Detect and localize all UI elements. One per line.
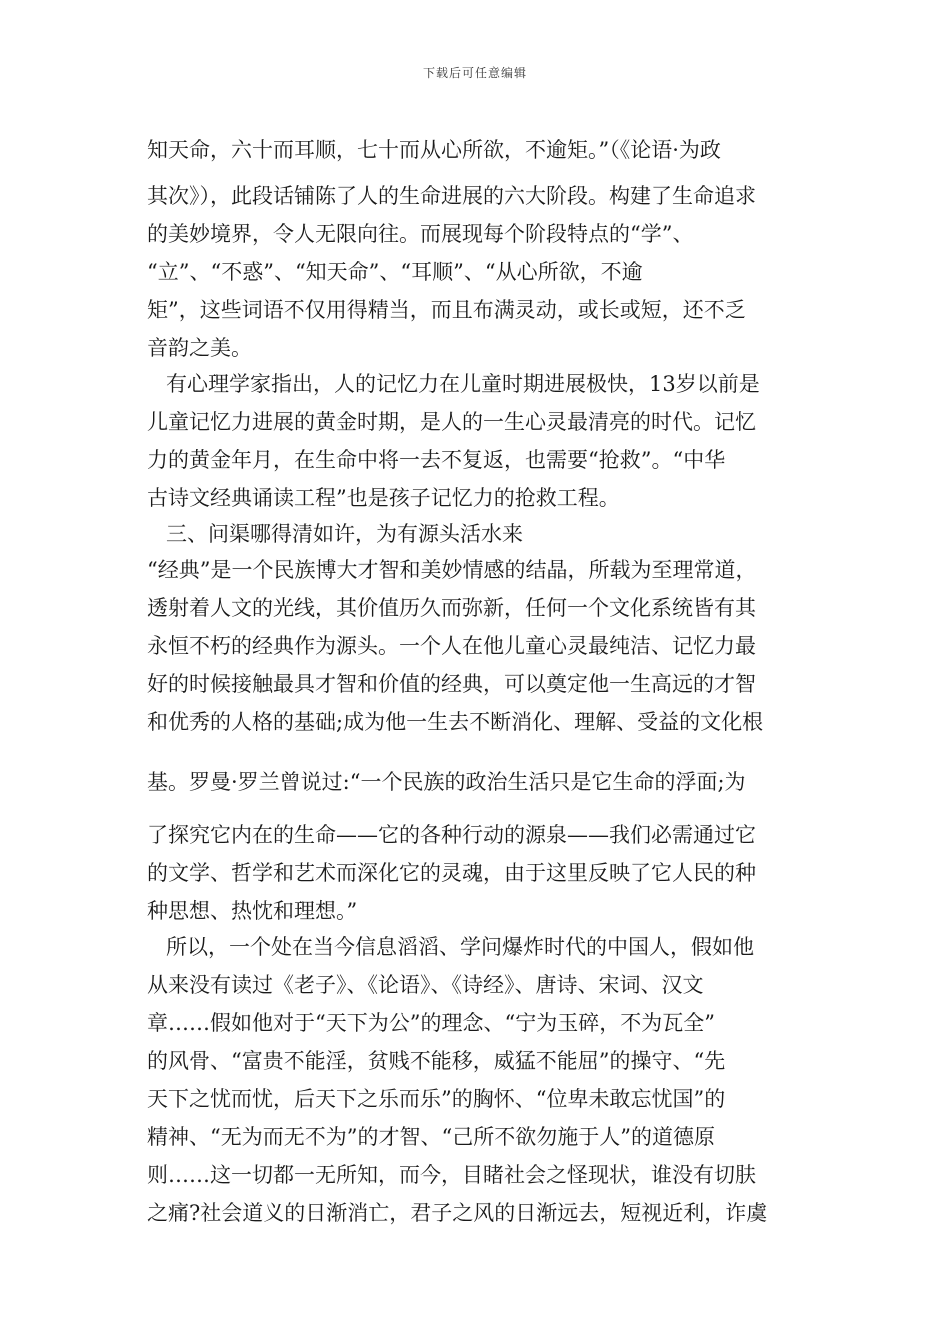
text-line: 了探究它内在的生命——它的各种行动的源泉——我们必需通过它 — [147, 823, 756, 847]
text-line: 永恒不朽的经典作为源头。一个人在他儿童心灵最纯洁、记忆力最 — [147, 634, 756, 658]
text-line: 的风骨、“富贵不能淫，贫贱不能移，威猛不能屈”的操守、“先 — [147, 1049, 726, 1073]
text-line: 有心理学家指出，人的记忆力在儿童时期进展极快，13岁以前是 — [166, 372, 760, 396]
text-line: 和优秀的人格的基础;成为他一生去不断消化、理解、受益的文化根 — [147, 710, 764, 734]
text-line: 儿童记忆力进展的黄金时期，是人的一生心灵最清亮的时代。记忆 — [147, 410, 756, 434]
text-line: 的文学、哲学和艺术而深化它的灵魂，由于这里反映了它人民的种 — [147, 861, 756, 885]
text-line: 精神、“无为而无不为”的才智、“己所不欲勿施于人”的道德原 — [147, 1125, 715, 1149]
text-line: “立”、“不惑”、“知天命”、“耳顺”、“从心所欲，不逾 — [147, 260, 643, 284]
text-line: 力的黄金年月，在生命中将一去不复返，也需要“抢救”。“中华 — [147, 448, 726, 472]
text-line: 所以，一个处在当今信息滔滔、学问爆炸时代的中国人，假如他 — [166, 935, 754, 959]
text-line: 之痛?社会道义的日渐消亡，君子之风的日渐远去，短视近利，诈虞 — [147, 1201, 768, 1225]
text-line: 天下之忧而忧，后天下之乐而乐”的胸怀、“位卑未敢忘忧国”的 — [147, 1087, 726, 1111]
text-line: 从来没有读过《老子》、《论语》、《诗经》、唐诗、宋词、汉文 — [147, 973, 704, 997]
text-line: 其次》），此段话铺陈了人的生命进展的六大阶段。构建了生命追求 — [147, 184, 756, 208]
section-heading: 三、问渠哪得清如许，为有源头活水来 — [166, 522, 523, 546]
text-line: 种思想、热忱和理想。” — [147, 899, 358, 923]
text-line: 则……这一切都一无所知，而今，目睹社会之怪现状，谁没有切肤 — [147, 1163, 756, 1187]
page-header: 下载后可任意编辑 — [422, 66, 527, 80]
text-line: “经典”是一个民族博大才智和美妙情感的结晶，所载为至理常道， — [147, 558, 757, 582]
text-line: 古诗文经典诵读工程”也是孩子记忆力的抢救工程。 — [147, 486, 620, 510]
text-line: 基。罗曼·罗兰曾说过:“一个民族的政治生活只是它生命的浮面;为 — [147, 770, 746, 794]
text-line: 音韵之美。 — [147, 336, 252, 360]
text-line: 好的时候接触最具才智和价值的经典，可以奠定他一生高远的才智 — [147, 672, 756, 696]
text-line: 章……假如他对于“天下为公”的理念、“宁为玉碎，不为瓦全” — [147, 1011, 715, 1035]
text-line: 矩”，这些词语不仅用得精当，而且布满灵动，或长或短，还不乏 — [147, 298, 746, 322]
text-line: 的美妙境界，令人无限向往。而展现每个阶段特点的“学”、 — [147, 222, 694, 246]
text-line: 透射着人文的光线，其价值历久而弥新，任何一个文化系统皆有其 — [147, 596, 756, 620]
text-line: 知天命，六十而耳顺，七十而从心所欲，不逾矩。”（《论语·为政 — [147, 138, 721, 162]
